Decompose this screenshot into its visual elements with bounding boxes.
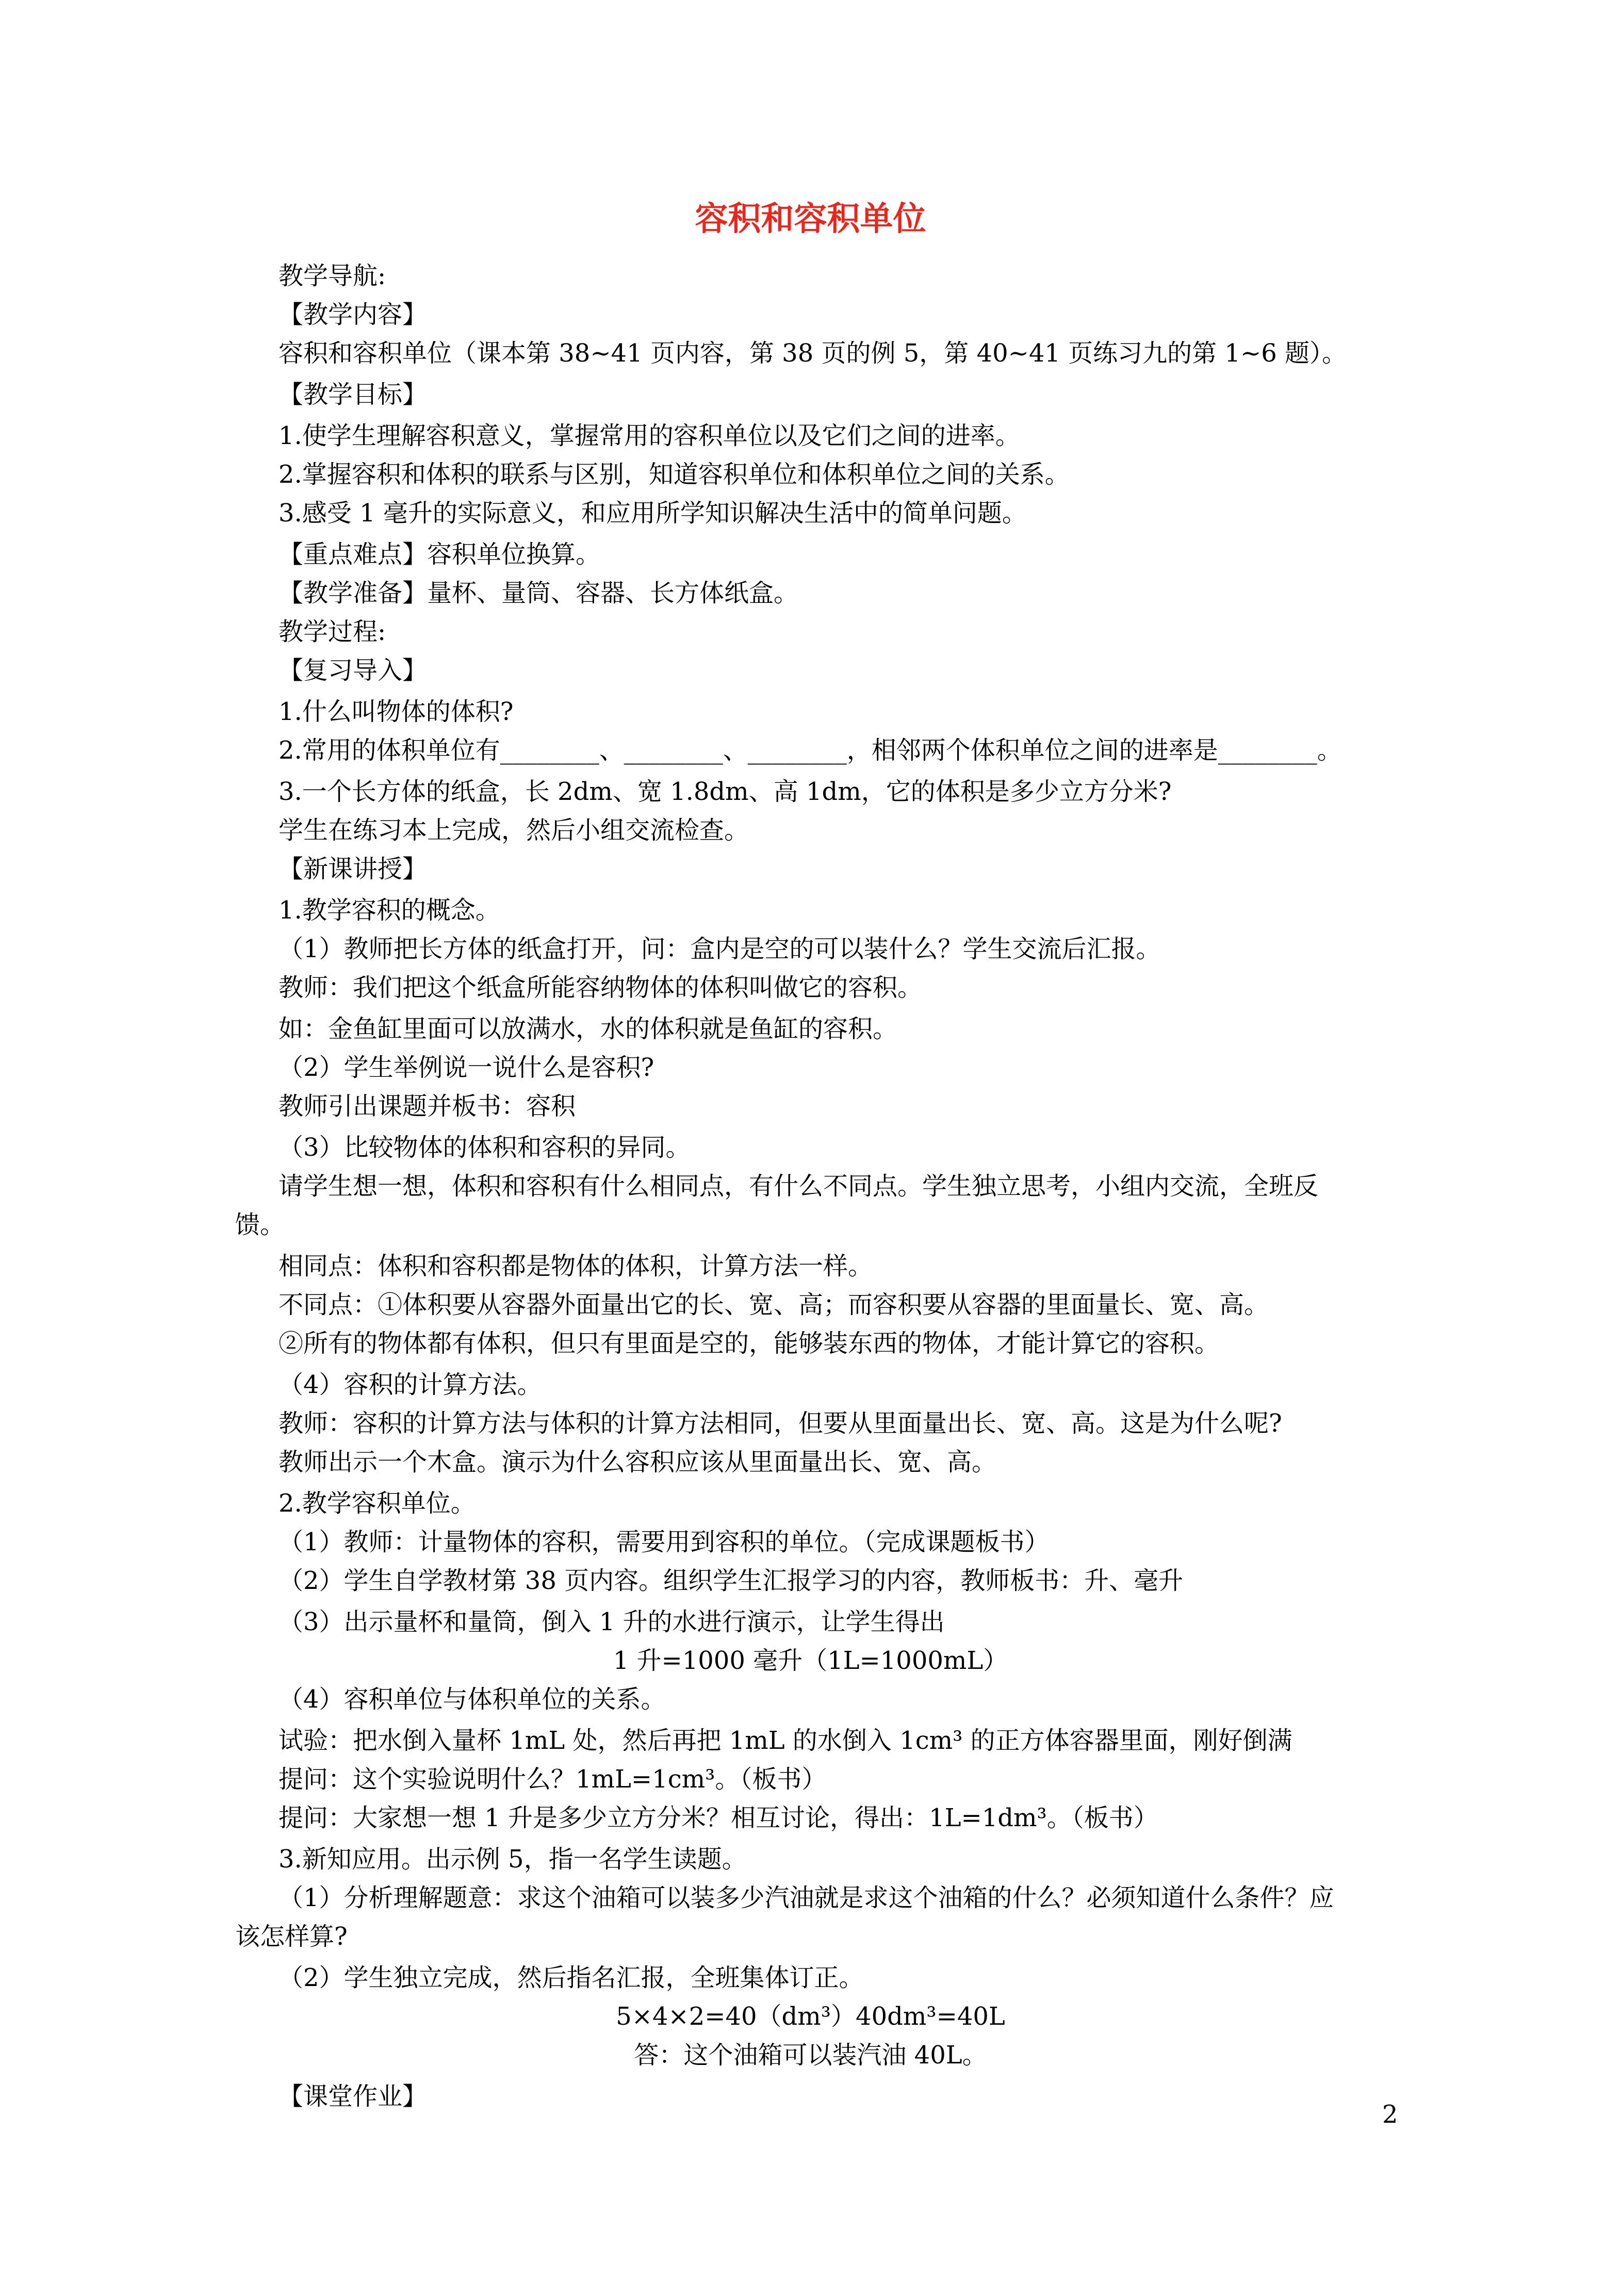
text-line: 3.一个长方体的纸盒，长 2dm、宽 1.8dm、高 1dm，它的体积是多少立方分米? [279, 777, 1172, 806]
text-line: 2.掌握容积和体积的联系与区别，知道容积单位和体积单位之间的关系。 [279, 460, 1070, 489]
text-line: 教师引出课题并板书：容积 [279, 1092, 576, 1121]
text-line: 馈。 [235, 1210, 285, 1239]
text-line: 学生在练习本上完成，然后小组交流检查。 [279, 816, 749, 845]
text-line: 教师出示一个木盒。演示为什么容积应该从里面量出长、宽、高。 [279, 1448, 997, 1477]
document-title: 容积和容积单位 [695, 200, 926, 238]
text-line: （4）容积的计算方法。 [279, 1370, 542, 1399]
text-line: 2.常用的体积单位有________、________、________，相邻两个体积单位之间的进率是________。 [279, 736, 1342, 765]
text-line: （3）出示量杯和量筒，倒入 1 升的水进行演示，让学生得出 [279, 1608, 945, 1636]
text-line: 2.教学容积单位。 [279, 1489, 476, 1518]
text-line: 教师：我们把这个纸盒所能容纳物体的体积叫做它的容积。 [279, 973, 923, 1002]
text-line: 1.什么叫物体的体积? [279, 697, 514, 726]
text-line: 【课堂作业】 [279, 2082, 428, 2111]
text-line: （3）比较物体的体积和容积的异同。 [279, 1133, 691, 1162]
text-line: 【教学准备】量杯、量筒、容器、长方体纸盒。 [279, 579, 799, 608]
text-line: 教学过程: [279, 617, 386, 646]
text-line: 3.新知应用。出示例 5，指一名学生读题。 [279, 1845, 747, 1874]
text-line: 1.使学生理解容积意义，掌握常用的容积单位以及它们之间的进率。 [279, 421, 1020, 450]
text-line: （2）学生举例说一说什么是容积? [279, 1053, 654, 1082]
text-line: 【教学目标】 [279, 380, 428, 409]
text-line: 容积和容积单位（课本第 38~41 页内容，第 38 页的例 5，第 40~41 页练习九的第 1~6 题）。 [279, 339, 1347, 368]
text-line: （1）教师把长方体的纸盒打开，问：盒内是空的可以装什么？学生交流后汇报。 [279, 934, 1161, 963]
text-line: 教师：容积的计算方法与体积的计算方法相同，但要从里面量出长、宽、高。这是为什么呢? [279, 1409, 1282, 1438]
text-line: 【重点难点】容积单位换算。 [279, 540, 601, 569]
text-line: 教学导航: [279, 261, 386, 290]
text-line: （1）分析理解题意：求这个油箱可以装多少汽油就是求这个油箱的什么？必须知道什么条件？应 [279, 1883, 1334, 1912]
text-line: 答：这个油箱可以装汽油 40L。 [634, 2041, 987, 2070]
text-line: 试验：把水倒入量杯 1mL 处，然后再把 1mL 的水倒入 1cm³ 的正方体容器里面，刚好倒满 [279, 1726, 1292, 1755]
text-line: 1 升=1000 毫升（1L=1000mL） [613, 1646, 1008, 1675]
text-line: （2）学生自学教材第 38 页内容。组织学生汇报学习的内容，教师板书：升、毫升 [279, 1566, 1184, 1595]
text-line: 该怎样算? [235, 1922, 348, 1951]
text-line: 相同点：体积和容积都是物体的体积，计算方法一样。 [279, 1252, 873, 1281]
text-line: （1）教师：计量物体的容积，需要用到容积的单位。（完成课题板书） [279, 1528, 1050, 1556]
text-line: 提问：大家想一想 1 升是多少立方分米？相互讨论，得出：1L=1dm³。（板书） [279, 1803, 1158, 1832]
text-line: 1.教学容积的概念。 [279, 896, 500, 925]
text-line: （2）学生独立完成，然后指名汇报，全班集体订正。 [279, 1963, 864, 1992]
text-line: 【新课讲授】 [279, 855, 428, 883]
text-line: （4）容积单位与体积单位的关系。 [279, 1685, 666, 1714]
text-line: 请学生想一想，体积和容积有什么相同点，有什么不同点。学生独立思考，小组内交流，全班反 [279, 1172, 1319, 1201]
text-line: 【复习导入】 [279, 656, 428, 685]
text-line: 如：金鱼缸里面可以放满水，水的体积就是鱼缸的容积。 [279, 1014, 898, 1043]
page-number: 2 [1382, 2100, 1398, 2129]
text-line: 提问：这个实验说明什么？1mL=1cm³。（板书） [279, 1765, 827, 1794]
text-line: 【教学内容】 [279, 300, 428, 329]
text-line: 不同点：①体积要从容器外面量出它的长、宽、高；而容积要从容器的里面量长、宽、高。 [279, 1290, 1269, 1319]
text-line: 5×4×2=40（dm³）40dm³=40L [616, 2002, 1005, 2031]
text-line: 3.感受 1 毫升的实际意义，和应用所学知识解决生活中的简单问题。 [279, 499, 1027, 528]
text-line: ②所有的物体都有体积，但只有里面是空的，能够装东西的物体，才能计算它的容积。 [279, 1329, 1220, 1358]
